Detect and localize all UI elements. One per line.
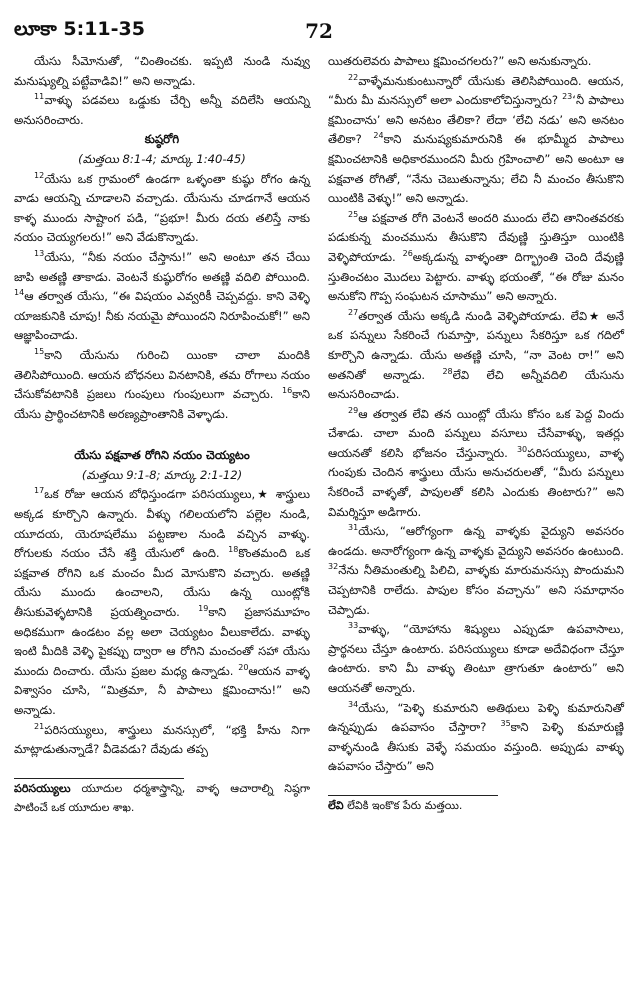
verse-text: ఆయన వాళ్ళ విశ్వాసం చూసి, “మిత్రమా, నీ పాపాలు క్షమించాను!” అని అన్నాడు. — [14, 663, 310, 717]
verse-text: కాని యేసు ప్రార్థించటానికి అరణ్యప్రాంతానికి వెళ్ళాడు. — [14, 387, 311, 421]
verse-34-35 — [328, 699, 624, 777]
verse-text: కాని పెళ్ళి కుమారుణ్ణి వాళ్ళనుండి తీసుకు వెళ్ళే సమయం వస్తుంది. అప్పుడు వాళ్ళు ఉపవాసం చేస్తారు” అని — [328, 720, 625, 774]
verse-text: ‘నీ పాపాలు క్షమించాను’ అని అనటం తేలికా? లేదా ‘లేచి నడు’ అని అనటం తేలికా? — [328, 93, 624, 147]
verse-number: 16 — [281, 386, 293, 396]
verse-text: పరిసయ్యులు, వాళ్ళ గుంపుకు చెందిన శాస్త్రులు యేసు అనుచరులతో, “మీరు పన్నులు సేకరించే వాళ్ళతో, పాపులతో కలిసి ఎందుకు తింటారు?” అని విమర్శిస్తూ అడిగారు. — [328, 445, 624, 519]
verse-text: యేసు ఒక గ్రామంలో ఉండగా ఒళ్ళంతా కుష్ఠు రోగం ఉన్న వాడు ఆయన్ని చూడాలని వచ్చాడు. యేసును చూడగానే ఆయన కాళ్ళ ముందు సాష్టాంగ పడి, “ప్రభూ! మీరు దయ తలిస్తే నాకు నయం చెయ్యగలరు!” అని వేడుకొన్నాడు. — [14, 171, 310, 245]
verse-number: 22 — [348, 72, 359, 82]
verse-text: ఆ పక్షవాత రోగి వెంటనే అందరి ముందు లేచి తానింతవరకు పడుకున్న మంచమును తీసుకొని దేవుణ్ణి స్తుతిస్తూ యింటికి వెళ్ళిపోయాడు. — [328, 210, 624, 264]
verse-29-30 — [328, 405, 624, 523]
verse-number: 19 — [198, 604, 209, 614]
verse-number: 14 — [14, 288, 25, 298]
verse-text: తర్వాత యేసు అక్కడి నుండి వెళ్ళిపోయాడు. లేవి★ అనే ఒక పన్నులు సేకరించే గుమాస్తా, పన్నులు సేకరిస్తూ ఒక గదిలో కూర్చొని ఉన్నాడు. యేసు అతణ్ణి చూసి, “నా వెంట రా!” అని అతనితో అన్నాడు. — [328, 308, 624, 382]
verse-text: కాని యేసును గురించి యింకా చాలా మందికి తెలిసిపోయింది. ఆయన బోధనలు వినటానికి, తమ రోగాలు నయం చేసుకోవటానికి ప్రజలు గుంపులు గుంపులుగా వచ్చారు. — [14, 347, 310, 402]
verse-text: పరిసయ్యులు, శాస్త్రులు మనస్సులో, “భక్తి హీను నిగా మాట్లాడుతున్నాడే? వీడెవడు? దేవుడు తప్ప — [14, 722, 310, 757]
verse-number: 27 — [348, 307, 359, 317]
verse-number: 26 — [402, 249, 413, 259]
verse-text: వాళ్ళు పడవలు ఒడ్డుకు చేర్చి అన్నీ వదిలేసి ఆయన్ని అనుసరించారు. — [14, 93, 310, 127]
verse-number: 15 — [34, 347, 45, 357]
verse-number: 20 — [238, 662, 249, 672]
verse-31-32 — [328, 522, 624, 620]
footnote — [14, 779, 310, 817]
footnote-text: లేవికి ఇంకొక పేరు మత్తయి. — [347, 798, 463, 812]
cross-reference: (మత్తయి 9:1-8; మార్కు 2:1-12) — [81, 467, 243, 482]
page-header — [14, 10, 624, 52]
verse-text: నేను నీతిమంతుల్ని పిలిచి, వాళ్ళకు మారుమనస్సు పొందుమని చెప్పటానికి రాలేదు. పాపుల కోసం వచ్చాను” అని సమాధానం చెప్పాడు. — [328, 563, 624, 617]
verse-number: 29 — [348, 405, 359, 415]
verse-number: 32 — [328, 562, 339, 572]
verse-number: 33 — [348, 621, 359, 631]
verse-27-28 — [328, 307, 624, 405]
verse-number: 17 — [34, 486, 45, 496]
verse-12 — [14, 170, 310, 248]
verse-text: ఒక రోజు ఆయన బోధిస్తుండగా పరిసయ్యులు,★ శాస్త్రులు అక్కడ కూర్చొని ఉన్నారు. వీళ్ళు గలిలయలోని పల్లెల నుండి, యూదయ, యెరూషలేము పట్టణాల నుండి వచ్చిన వాళ్ళు. రోగులకు నయం చేసే శక్తి యేసులో ఉంది. — [14, 487, 310, 561]
verse-17 — [14, 485, 310, 720]
footnote-text: యూదుల ధర్మశాస్త్రాన్ని, వాళ్ళ ఆచారాల్ని నిష్ఠగా పాటించే ఒక యూదుల శాఖ. — [14, 781, 310, 814]
verse-number: 28 — [442, 366, 453, 376]
section-gap — [14, 424, 310, 446]
verse-text: అక్కడున్న వాళ్ళంతా దిగ్భ్రాంతి చెంది దేవుణ్ణి స్తుతించటం మొదలు పెట్టారు. వాళ్ళు భయంతో, “ఈ రోజు మనం అనుకోని గొప్ప సంఘటన చూసాము” అని అన్నారు. — [328, 249, 624, 304]
verse-text: కాని మనుష్యకుమారునికి ఈ భూమ్మీద పాపాలు క్షమించటానికి అధికారముందని మీరు గ్రహించాలి” అని అంటూ ఆ పక్షవాత రోగితో, “నేను చెబుతున్నాను; లేచి నీ మంచం తీసుకొని యింటికి వెళ్ళు!” అని అన్నాడు. — [328, 132, 624, 206]
right-column — [328, 52, 624, 817]
verse-11 — [14, 91, 310, 130]
paragraph: యితరులెవరు పాపాలు క్షమించగలరు?” అని అనుకున్నారు. — [328, 54, 592, 68]
verse-number: 13 — [34, 249, 45, 259]
verse-number: 11 — [34, 92, 45, 102]
verse-number: 18 — [228, 545, 239, 555]
verse-25-26 — [328, 209, 624, 307]
section-heading: యేసు పక్షవాత రోగిని నయం చెయ్యటం — [74, 448, 250, 463]
verse-33 — [328, 620, 624, 698]
section-heading: కుష్ఠరోగి — [144, 132, 180, 147]
verse-22-24 — [328, 72, 624, 209]
verse-text: యేసు, “నీకు నయం చేస్తాను!” అని అంటూ తన చేయి జాపి అతణ్ణి తాకాడు. వెంటనే కుష్ఠురోగం అతణ్ణి వదిలి పోయింది. — [14, 249, 310, 284]
verse-number: 25 — [348, 209, 359, 219]
verse-13-14 — [14, 248, 310, 346]
verse-number: 35 — [500, 719, 511, 729]
book-reference: లూకా 5:11-35 — [14, 17, 145, 40]
verse-text: ఆ తర్వాత లేవి తన యింట్లో యేసు కోసం ఒక పెద్ద విందు చేశాడు. చాలా మంది పన్నులు వసూలు చేసేవాళ్ళు, ఇతర్లు ఆయనతో కలిసి భోజనం చేస్తున్నారు. — [328, 406, 624, 460]
footnote-term: పరిసయ్యులు — [14, 781, 71, 795]
verse-number: 21 — [34, 721, 45, 731]
verse-text: యేసు, “పెళ్ళి కుమారుని అతిథులు పెళ్ళి కుమారునితో ఉన్నప్పుడు ఉపవాసం చేస్తారా? — [328, 700, 624, 735]
text-columns — [14, 52, 624, 817]
verse-number: 24 — [373, 131, 384, 141]
verse-text: వాళ్ళు, “యోహాను శిష్యులు ఎప్పుడూ ఉపవాసాలు, ప్రార్థనలు చేస్తూ ఉంటారు. పరిసయ్యులు కూడా అదేవిధంగా చేస్తూ ఉంటారు. కాని మీ వాళ్ళు తింటూ త్రాగుతూ ఉంటారు” అని ఆయనతో అన్నారు. — [328, 622, 624, 695]
cross-reference: (మత్తయి 8:1-4; మార్కు 1:40-45) — [78, 151, 246, 166]
verse-text: వాళ్ళేమనుకుంటున్నారో యేసుకు తెలిసిపోయింది. ఆయన, “మీరు మీ మనస్సులో అలా ఎందుకాలోచిస్తున్నారు? — [328, 73, 624, 108]
left-column — [14, 52, 310, 817]
verse-text: ఆ తర్వాత యేసు, “ఈ విషయం ఎవ్వరికీ చెప్పవద్దు. కాని వెళ్ళి యాజకునికి చూపు! నీకు నయమై పోయిందని నిరూపించుకో!” అని ఆజ్ఞాపించాడు. — [14, 289, 310, 343]
footnote-term: లేవి — [328, 798, 344, 812]
verse-21 — [14, 721, 310, 760]
verse-number: 30 — [516, 445, 528, 455]
verse-text: యేసు, “ఆరోగ్యంగా ఉన్న వాళ్ళకు వైద్యుని అవసరం ఉండదు. అనారోగ్యంగా ఉన్న వాళ్ళకు వైద్యుని అవసరం ఉంటుంది. — [328, 524, 624, 558]
verse-text: కాని ప్రజాసమూహం అధికముగా ఉండటం వల్ల అలా చెయ్యటం వీలుకాలేదు. వాళ్ళు ఇంటి మీదికి వెళ్ళి పైకప్పు ద్వారా ఆ రోగిని మంచంతో సహా యేసు ముందు దించారు. యేసు ప్రజల మధ్య ఉన్నాడు. — [14, 605, 311, 678]
verse-number: 34 — [348, 699, 359, 709]
paragraph: యేసు సీమోనుతో, “చింతించకు. ఇప్పటి నుండి నువ్వు మనుష్యుల్ని పట్టేవాడివి!” అని అన్నాడు. — [14, 54, 310, 88]
verse-15-16 — [14, 346, 310, 424]
verse-number: 12 — [34, 170, 45, 180]
verse-number: 23 — [562, 92, 573, 102]
footnote — [328, 796, 624, 815]
verse-number: 31 — [348, 523, 359, 533]
verse-text: లేవి లేచి అన్నీవదిలి యేసును అనుసరించాడు. — [328, 367, 625, 402]
verse-text: కొంతమంది ఒక పక్షవాత రోగిని ఒక మంచం మీద మోసుకొని వచ్చారు. అతణ్ణి యేసు ముందు ఉంచాలని, యేసు ఉన్న యింట్లోకి తీసుకువెళ్ళటానికి ప్రయత్నించారు. — [14, 546, 310, 620]
page-number: 72 — [305, 19, 333, 43]
